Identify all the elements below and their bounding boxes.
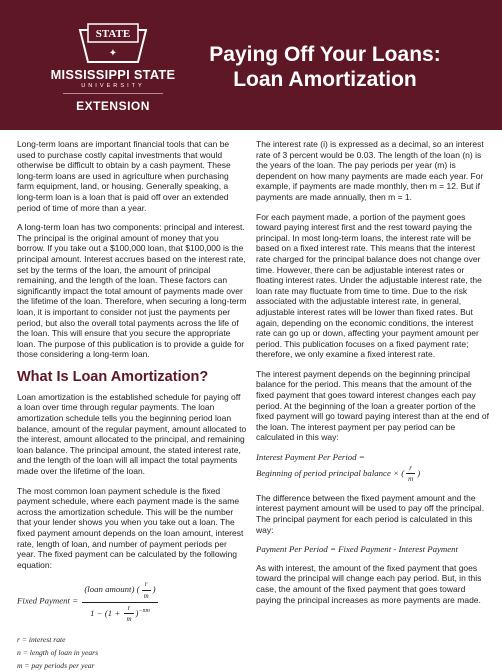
msu-extension-logo [24,22,202,120]
var-r: r = interest rate [17,634,66,644]
svg-text:✦: ✦ [108,48,118,59]
interest-payment-paragraph: The interest payment depends on the beginning principal balance for the period. This means that the amount of the fixed payment that goes toward interest changes each pay period. At the beginning of the loan a greater portion of the fixed payment will go toward paying interest than at the end of the loan. The interest payment per pay period can be calculated in this way: [256,368,489,443]
right-column [256,139,490,614]
interest-payment-equation: Interest Payment Per Period = Beginning of period principal balance × ( $\frac{r}{m}$ ) [256,452,421,484]
closing-paragraph: As with interest, the amount of the fixed payment that goes toward the principal will change each pay period. But, in this case, the amount of the fixed payment that goes toward paying the principal increases as more payments are made. [256,562,482,605]
page-title [195,42,455,92]
section-heading: What Is Loan Amortization? [17,368,209,385]
var-m: m = pay periods per year [17,660,95,670]
amortization-paragraph: Loan amortization is the established schedule for paying off a loan over time through regular payments. The loan amortization schedule tells you the beginning period loan balance, amount of the regular payment, amount allocated to the interest, amount allocated to the principal, and remaining loan balance. The principal amount, the stated interest rate, and the length of the loan will all impact the total payments made over the lifetime of the loan. [17,391,247,477]
org-name: MISSISSIPPI STATE [50,67,176,82]
org-university: UNIVERSITY [81,83,145,89]
variable-definitions [17,633,247,672]
principal-paragraph: The difference between the fixed payment amount and the interest payment amount will be used to pay off the principal. The principal payment for each period is calculated in this way: [256,492,485,535]
svg-text:STATE: STATE [95,28,131,40]
fixed-payment-paragraph: The most common loan payment schedule is the fixed payment schedule, where each payment made is the same across the amortization schedule. This will be the number that your lender shows you when you take out a loan. The fixed payment amount depends on the loan amount, interest rate, length of loan, and number of payment periods per year. The fixed payment can be calculated by the following equation: [17,485,244,570]
components-paragraph: A long-term loan has two components: principal and interest. The principal is the original amount of money that you borrow. If you take out a $100,000 loan, that $100,000 is the principal amount. Interest accrues based on the interest rate, set by the terms of the loan, the amount of principal remaining, and the length of the loan. These factors can significantly impact the total amount of payments made over the lifetime of the loan. Therefore, when securing a long-term loan, it is important to consider not just the payments per period, but also the overall total payments across the life of the loan. This will ensure that you secure the appropriate loan. The purpose of this publication is to provide a guide for those considering a long-term loan. [17,222,247,360]
payment-portion-paragraph: For each payment made, a portion of the payment goes toward paying interest first and the rest toward paying the principal. In most long-term loans, the interest rate will be based on a fixed interest rate. This means that the interest rate charged for the principal balance does not change over time. However, there can be adjustable interest rates or floating interest rates. Under the adjustable interest rate, the loan rate may fluctuate from time to time. Due to the risk associated with the adjustable interest rate, in general, adjustable interest rates will be lower than fixed rates. But again, depending on the economic conditions, the interest rate can go up or down, affecting your payment amount per period. This publication focuses on a fixed payment rate; therefore, we only examine a fixed interest rate. [256,211,482,360]
title-line-2: Loan Amortization [233,68,417,91]
msu-state-emblem [70,22,156,64]
extension-label: EXTENSION [63,93,163,118]
header-banner [0,0,502,130]
var-n: n = length of loan in years [17,647,99,657]
principal-payment-equation: Payment Per Period = Fixed Payment - Interest Payment [256,544,459,555]
title-line-1: Paying Off Your Loans: [209,43,441,66]
interest-rate-paragraph: The interest rate (i) is expressed as a decimal, so an interest rate of 3 percent would be 0.03. The length of the loan (n) is the years of the loan. The pay periods per year (m) is dependent on how many payments are made each year. For example, if payments are made monthly, then m = 12. But if payments are made annually, then m = 1. [256,139,484,202]
left-column [17,139,247,672]
fixed-payment-equation: Fixed Payment = (loan amount) ( $\frac{r}{m}$ ) 1 − (1 + $\frac{r}{m}$ )$^{-nm}$ [17,580,156,624]
intro-paragraph: Long-term loans are important financial tools that can be used to purchase costly capital investments that would otherwise be difficult to obtain by a cash payment. These long-term loans are used in agriculture when purchasing farm equipment, land, or housing. Generally speaking, a long-term loan is a loan that is paid off over an extended period of time of more than a year. [17,139,231,213]
